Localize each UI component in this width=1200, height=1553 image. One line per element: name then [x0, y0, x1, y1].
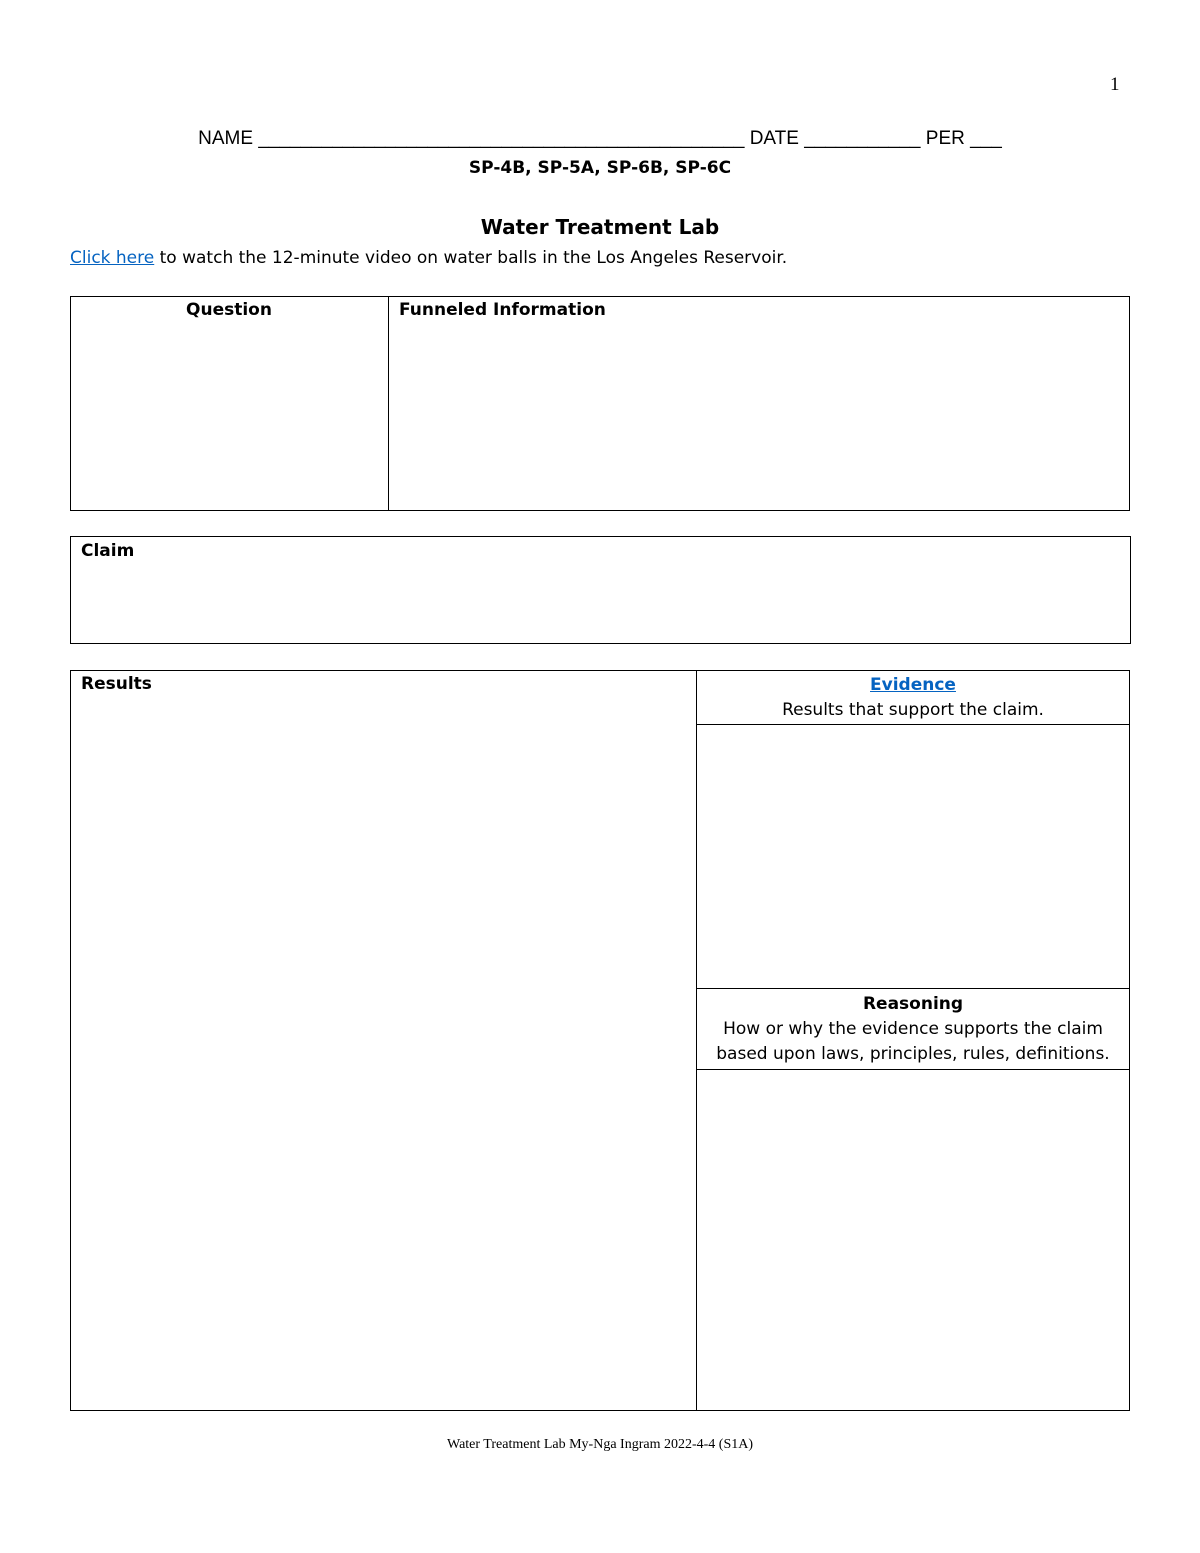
evidence-header-rule [696, 724, 1130, 725]
name-blank[interactable]: ______________________________________________ [258, 128, 745, 149]
period-label: PER [925, 128, 965, 149]
evidence-header-block [696, 673, 1130, 723]
page-title: Water Treatment Lab [480, 215, 720, 239]
reasoning-description-line-2: based upon laws, principles, rules, definitions. [716, 1044, 1110, 1064]
period-blank[interactable]: ___ [970, 128, 1002, 149]
page-footer: Water Treatment Lab My-Nga Ingram 2022-4-4 (S1A) [446, 1437, 754, 1452]
question-header: Question [186, 300, 272, 320]
claim-header: Claim [81, 541, 135, 561]
reasoning-top-rule [696, 988, 1130, 989]
intro-line [70, 248, 787, 268]
funneled-information-answer-area[interactable] [390, 325, 1128, 508]
evidence-answer-area[interactable] [698, 727, 1128, 986]
results-header: Results [81, 674, 152, 694]
video-link[interactable]: Click here [70, 248, 155, 268]
name-label: NAME [198, 128, 254, 149]
claim-answer-area[interactable] [72, 566, 1128, 641]
name-date-period-line [0, 128, 1200, 150]
evidence-link[interactable]: Evidence [870, 675, 956, 695]
results-answer-area[interactable] [72, 700, 694, 1408]
date-blank[interactable]: ___________ [804, 128, 921, 149]
reasoning-header-rule [696, 1069, 1130, 1070]
question-answer-area[interactable] [72, 325, 386, 508]
question-table-divider [388, 296, 389, 511]
reasoning-description-line-1: How or why the evidence supports the claim [723, 1019, 1103, 1039]
date-label: DATE [749, 128, 799, 149]
reasoning-header: Reasoning [862, 994, 964, 1014]
page-number: 1 [1110, 74, 1120, 95]
funneled-information-header: Funneled Information [399, 300, 606, 320]
standards-codes: SP-4B, SP-5A, SP-6B, SP-6C [468, 158, 732, 178]
evidence-description: Results that support the claim. [782, 700, 1044, 720]
reasoning-header-block [696, 992, 1130, 1067]
reasoning-answer-area[interactable] [698, 1072, 1128, 1408]
intro-text: to watch the 12-minute video on water balls in the Los Angeles Reservoir. [154, 248, 788, 268]
